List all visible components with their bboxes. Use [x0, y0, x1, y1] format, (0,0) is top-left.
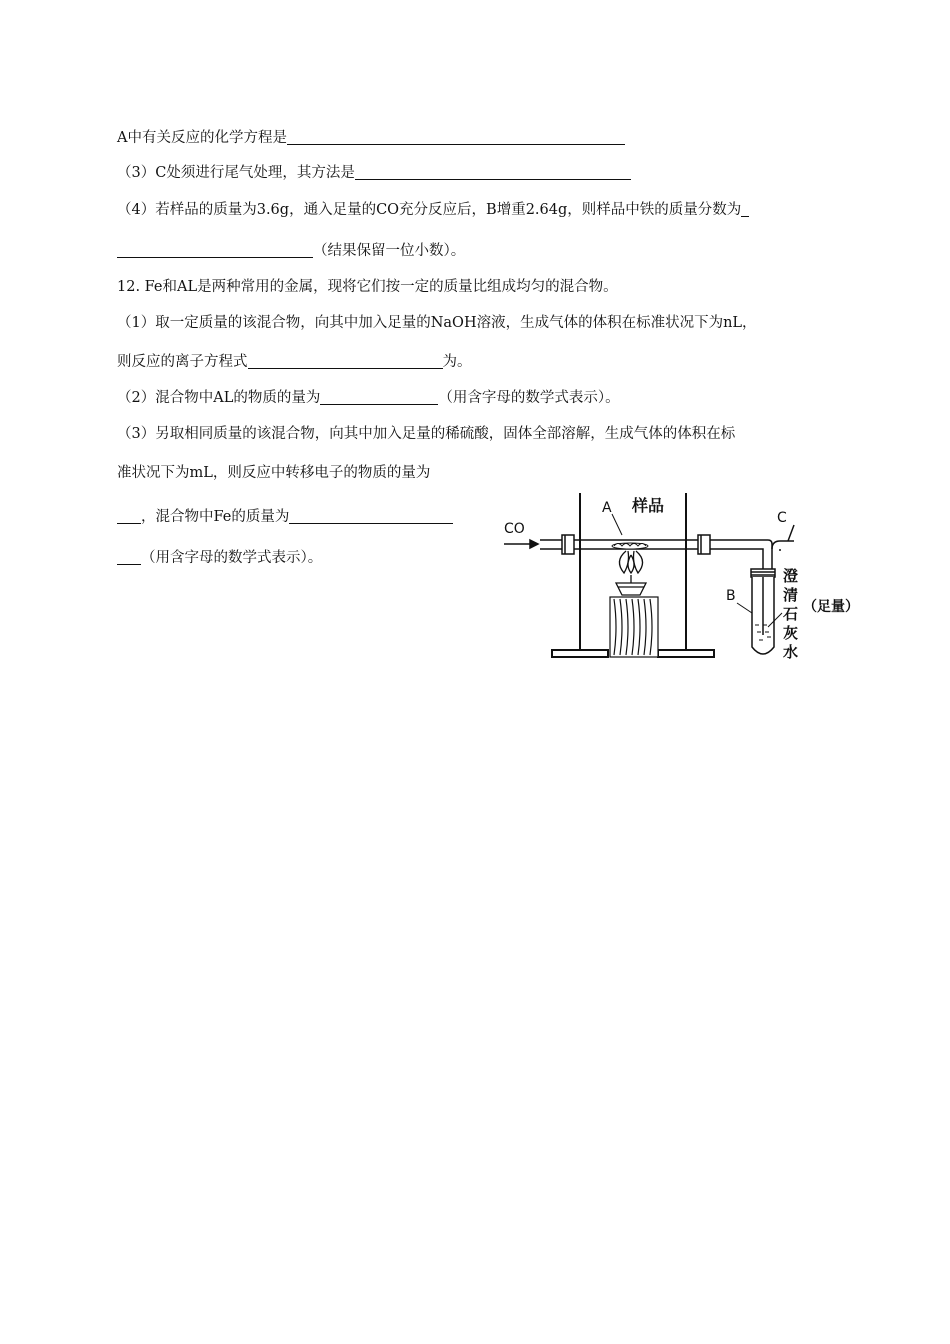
line-text: （1）取一定质量的该混合物，向其中加入足量的NaOH溶液，生成气体的体积在标准状况下为nL， — [117, 315, 757, 331]
q-12-part-3 — [117, 424, 735, 444]
answer-blank[interactable] — [355, 164, 631, 180]
test-tube-b — [751, 569, 775, 654]
q-12-part-3-note — [117, 548, 322, 568]
q-line-3-tail-gas — [117, 163, 631, 183]
line-text: （用含字母的数学式表示）。 — [438, 390, 620, 406]
answer-blank[interactable] — [117, 549, 141, 565]
answer-blank[interactable] — [289, 508, 453, 524]
alcohol-lamp — [616, 575, 646, 595]
q-12-part-1-continued — [117, 352, 472, 372]
label-a: A — [602, 500, 612, 516]
line-text: ，混合物中Fe的质量为 — [141, 509, 290, 525]
label-a-leader — [612, 514, 622, 535]
svg-text:澄: 澄 — [783, 567, 799, 585]
answer-blank[interactable] — [117, 242, 313, 258]
reaction-tube — [540, 535, 758, 554]
label-co: CO — [504, 521, 525, 537]
line-text: 准状况下为mL，则反应中转移电子的物质的量为 — [117, 465, 431, 481]
line-text: （3）C处须进行尾气处理，其方法是 — [117, 165, 355, 181]
apparatus-figure — [500, 485, 880, 665]
left-iron-stand — [552, 493, 608, 657]
answer-blank[interactable] — [248, 353, 443, 369]
label-sample: 样品 — [632, 496, 665, 515]
q-line-4-iron-fraction — [117, 200, 749, 220]
line-text: 为。 — [442, 354, 472, 370]
q-12-heading — [117, 277, 618, 297]
q-12-part-1 — [117, 313, 757, 333]
label-c: C — [777, 510, 787, 526]
co-inlet-arrow — [504, 540, 538, 548]
svg-text:石: 石 — [783, 605, 799, 623]
svg-text:清: 清 — [783, 586, 799, 604]
answer-blank[interactable] — [117, 508, 141, 524]
sample-heap — [612, 543, 648, 549]
answer-blank[interactable] — [741, 201, 749, 217]
wooden-block — [610, 597, 658, 657]
q-line-4-continued — [117, 241, 465, 261]
right-iron-stand — [658, 493, 714, 657]
label-limewater — [783, 567, 798, 661]
line-text: （4）若样品的质量为3.6g，通入足量的CO充分反应后，B增重2.64g，则样品中铁的质量分数为 — [117, 202, 742, 218]
q-12-part-3-fe-mass — [117, 507, 453, 527]
label-b-leader — [737, 603, 752, 613]
line-text: 12. Fe和AL是两种常用的金属，现将它们按一定的质量比组成均匀的混合物。 — [117, 279, 618, 295]
line-text: （结果保留一位小数）。 — [313, 243, 466, 259]
label-b: B — [726, 588, 736, 604]
label-sufficient: （足量） — [803, 599, 859, 615]
line-text: （3）另取相同质量的该混合物，向其中加入足量的稀硫酸，固体全部溶解，生成气体的体积在标 — [117, 426, 736, 442]
line-text: A中有关反应的化学方程是 — [117, 130, 287, 146]
answer-blank[interactable] — [287, 129, 625, 145]
line-text: （用含字母的数学式表示）。 — [141, 550, 323, 566]
q-12-part-2 — [117, 388, 620, 408]
svg-text:水: 水 — [783, 643, 799, 661]
q-12-part-3-continued — [117, 463, 430, 483]
line-text: 则反应的离子方程式 — [117, 354, 248, 370]
alcohol-lamp-flame — [619, 551, 642, 573]
q-line-equation-a — [117, 128, 625, 148]
answer-blank[interactable] — [320, 389, 438, 405]
line-text: （2）混合物中AL的物质的量为 — [117, 390, 321, 406]
svg-text:灰: 灰 — [783, 624, 799, 642]
